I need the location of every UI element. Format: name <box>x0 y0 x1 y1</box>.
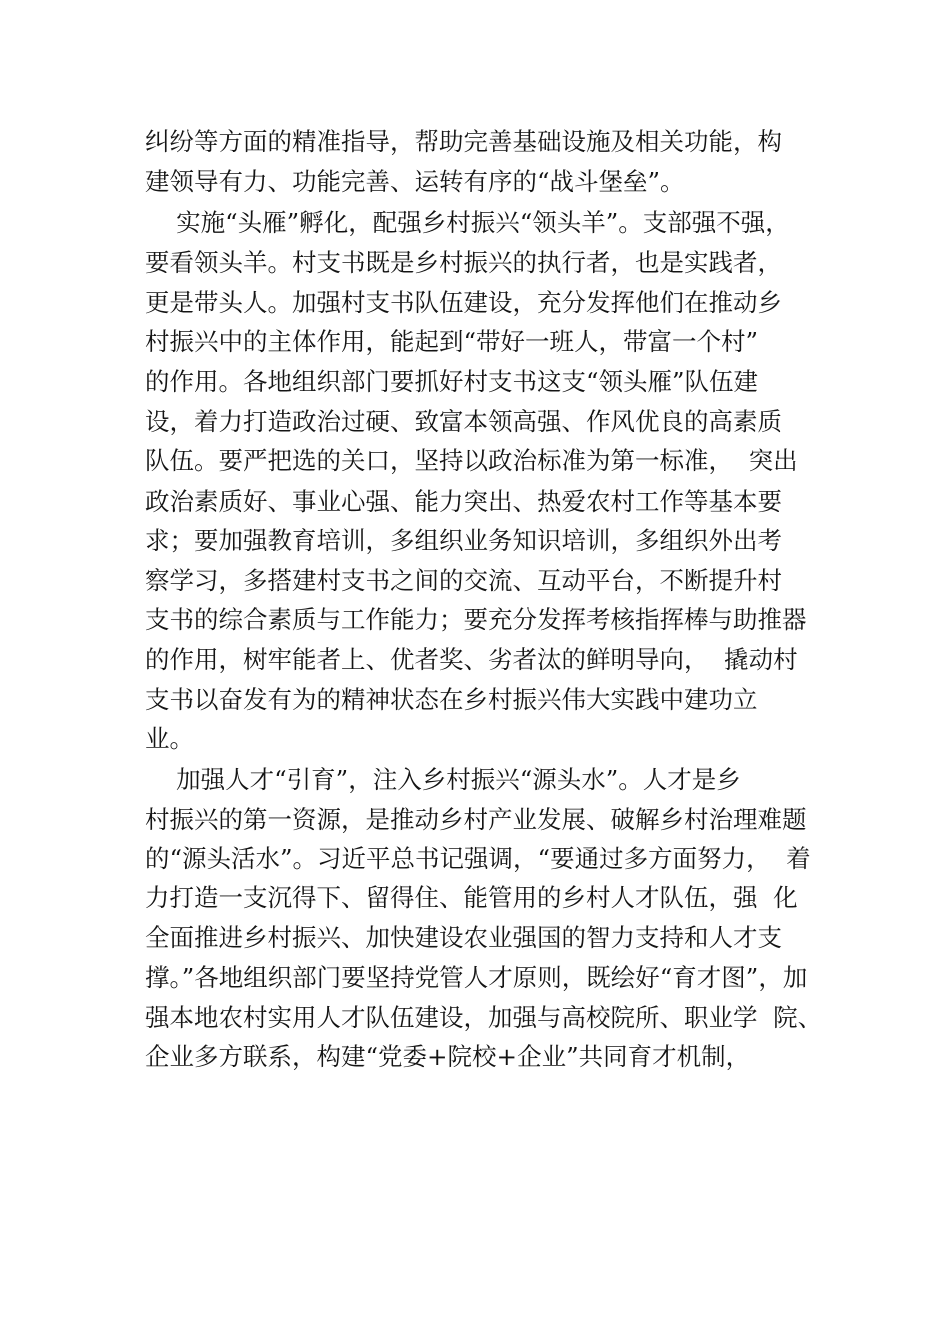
paragraph-line: 支书的综合素质与工作能力；要充分发挥考核指挥棒与助推器 <box>145 605 807 634</box>
paragraph-line: 察学习，多搭建村支书之间的交流、互动平台，不断提升村 <box>145 566 782 595</box>
paragraph-line: 的作用，树牢能者上、优者奖、劣者汰的鲜明导向， 撬动村 <box>145 645 798 674</box>
paragraph-line: 企业多方联系，构建“党委+院校+企业”共同育才机制， <box>145 1042 751 1071</box>
paragraph-line: 要看领头羊。村支书既是乡村振兴的执行者，也是实践者， <box>145 248 782 277</box>
paragraph-line: 撑。”各地组织部门要坚持党管人才原则，既绘好“育才图”，加 <box>145 963 808 992</box>
paragraph-line: 力打造一支沉得下、留得住、能管用的乡村人才队伍，强 化 <box>145 883 798 912</box>
paragraph-line: 的作用。各地组织部门要抓好村支书这支“领头雁”队伍建 <box>145 367 759 396</box>
paragraph-line: 求；要加强教育培训，多组织业务知识培训，多组织外出考 <box>145 526 782 555</box>
paragraph-line: 加强人才“引育”，注入乡村振兴“源头水”。人才是乡 <box>145 765 741 794</box>
paragraph-line: 纠纷等方面的精准指导，帮助完善基础设施及相关功能，构 <box>145 127 782 156</box>
paragraph-line: 设，着力打造政治过硬、致富本领高强、作风优良的高素质 <box>145 407 782 436</box>
paragraph-line: 建领导有力、功能完善、运转有序的“战斗堡垒”。 <box>145 167 685 196</box>
paragraph-line: 的“源头活水”。习近平总书记强调，“要通过多方面努力， 着 <box>145 844 811 873</box>
paragraph-line: 强本地农村实用人才队伍建设，加强与高校院所、职业学 院、 <box>145 1003 823 1032</box>
paragraph-line: 更是带头人。加强村支书队伍建设，充分发挥他们在推动乡 <box>145 288 782 317</box>
paragraph-line: 政治素质好、事业心强、能力突出、热爱农村工作等基本要 <box>145 487 782 516</box>
paragraph-line: 支书以奋发有为的精神状态在乡村振兴伟大实践中建功立 <box>145 685 758 714</box>
paragraph-line: 村振兴的第一资源，是推动乡村产业发展、破解乡村治理难题 <box>145 805 807 834</box>
paragraph-line: 村振兴中的主体作用，能起到“带好一班人，带富一个村” <box>145 327 759 356</box>
paragraph-line: 业。 <box>145 724 194 753</box>
paragraph-line: 实施“头雁”孵化，配强乡村振兴“领头羊”。支部强不强， <box>145 208 790 237</box>
paragraph-line: 队伍。要严把选的关口，坚持以政治标准为第一标准， 突出 <box>145 446 798 475</box>
paragraph-line: 全面推进乡村振兴、加快建设农业强国的智力支持和人才支 <box>145 923 782 952</box>
